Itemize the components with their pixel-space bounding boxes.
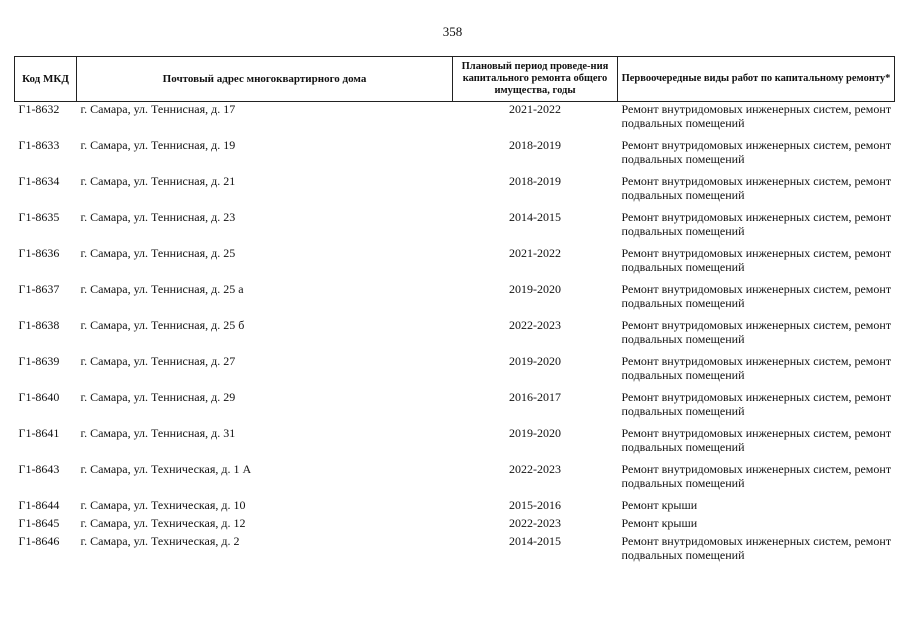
cell-works: Ремонт внутридомовых инженерных систем, ремонт подвальных помещений (621, 282, 892, 310)
table-row (15, 102, 895, 139)
header-address: Почтовый адрес многоквартирного дома (77, 57, 453, 102)
table-row (15, 282, 895, 318)
cell-code: Г1-8637 (18, 282, 60, 296)
cell-period: 2022-2023 (509, 516, 561, 530)
cell-period: 2019-2020 (509, 354, 561, 368)
table-header (15, 57, 895, 102)
cell-period: 2019-2020 (509, 426, 561, 440)
table-row (15, 498, 895, 516)
cell-code: Г1-8639 (18, 354, 60, 368)
cell-works: Ремонт внутридомовых инженерных систем, ремонт подвальных помещений (621, 318, 892, 346)
cell-code: Г1-8638 (18, 318, 60, 332)
header-code: Код МКД (15, 57, 77, 102)
cell-works: Ремонт внутридомовых инженерных систем, ремонт подвальных помещений (621, 102, 892, 130)
page-number: 358 (442, 24, 463, 39)
cell-works: Ремонт внутридомовых инженерных систем, ремонт подвальных помещений (621, 534, 892, 562)
table-row (15, 210, 895, 246)
cell-code: Г1-8640 (18, 390, 60, 404)
cell-works: Ремонт внутридомовых инженерных систем, ремонт подвальных помещений (621, 246, 892, 274)
table-row (15, 516, 895, 534)
header-row (15, 57, 895, 102)
cell-code: Г1-8632 (18, 102, 60, 116)
cell-code: Г1-8635 (18, 210, 60, 224)
cell-works: Ремонт внутридомовых инженерных систем, ремонт подвальных помещений (621, 138, 892, 166)
cell-period: 2022-2023 (509, 318, 561, 332)
cell-period: 2015-2016 (509, 498, 561, 512)
cell-works: Ремонт внутридомовых инженерных систем, ремонт подвальных помещений (621, 174, 892, 202)
table-row (15, 138, 895, 174)
header-period: Плановый период проведе-ния капитального ремонта общего имущества, годы (453, 57, 618, 102)
cell-address: г. Самара, ул. Теннисная, д. 25 б (80, 318, 245, 332)
cell-period: 2014-2015 (509, 534, 561, 548)
cell-address: г. Самара, ул. Теннисная, д. 31 (80, 426, 236, 440)
cell-code: Г1-8633 (18, 138, 60, 152)
cell-address: г. Самара, ул. Теннисная, д. 17 (80, 102, 236, 116)
table-row (15, 174, 895, 210)
cell-address: г. Самара, ул. Техническая, д. 2 (80, 534, 240, 548)
cell-period: 2021-2022 (509, 102, 561, 116)
cell-address: г. Самара, ул. Теннисная, д. 21 (80, 174, 236, 188)
table-row (15, 246, 895, 282)
cell-period: 2022-2023 (509, 462, 561, 476)
cell-period: 2018-2019 (509, 138, 561, 152)
cell-address: г. Самара, ул. Техническая, д. 10 (80, 498, 246, 512)
repair-plan-table (14, 56, 895, 566)
cell-address: г. Самара, ул. Теннисная, д. 27 (80, 354, 236, 368)
cell-address: г. Самара, ул. Теннисная, д. 23 (80, 210, 236, 224)
cell-period: 2019-2020 (509, 282, 561, 296)
repair-plan-table-container (14, 56, 894, 566)
cell-code: Г1-8636 (18, 246, 60, 260)
cell-address: г. Самара, ул. Техническая, д. 12 (80, 516, 246, 530)
table-row (15, 462, 895, 498)
header-works: Первоочередные виды работ по капитальному ремонту* (618, 57, 895, 102)
cell-code: Г1-8646 (18, 534, 60, 548)
cell-period: 2016-2017 (509, 390, 561, 404)
cell-code: Г1-8641 (18, 426, 60, 440)
cell-works: Ремонт внутридомовых инженерных систем, ремонт подвальных помещений (621, 426, 892, 454)
cell-works: Ремонт внутридомовых инженерных систем, ремонт подвальных помещений (621, 210, 892, 238)
cell-code: Г1-8644 (18, 498, 60, 512)
cell-code: Г1-8645 (18, 516, 60, 530)
cell-works: Ремонт крыши (621, 498, 698, 512)
cell-works: Ремонт крыши (621, 516, 698, 530)
table-row (15, 534, 895, 566)
cell-code: Г1-8634 (18, 174, 60, 188)
table-row (15, 318, 895, 354)
table-row (15, 390, 895, 426)
cell-address: г. Самара, ул. Теннисная, д. 25 (80, 246, 236, 260)
cell-address: г. Самара, ул. Техническая, д. 1 А (80, 462, 252, 476)
cell-period: 2018-2019 (509, 174, 561, 188)
cell-period: 2021-2022 (509, 246, 561, 260)
cell-address: г. Самара, ул. Теннисная, д. 29 (80, 390, 236, 404)
cell-works: Ремонт внутридомовых инженерных систем, ремонт подвальных помещений (621, 462, 892, 490)
cell-address: г. Самара, ул. Теннисная, д. 19 (80, 138, 236, 152)
cell-works: Ремонт внутридомовых инженерных систем, ремонт подвальных помещений (621, 390, 892, 418)
cell-works: Ремонт внутридомовых инженерных систем, ремонт подвальных помещений (621, 354, 892, 382)
table-row (15, 354, 895, 390)
cell-code: Г1-8643 (18, 462, 60, 476)
table-body (15, 102, 895, 567)
cell-period: 2014-2015 (509, 210, 561, 224)
cell-address: г. Самара, ул. Теннисная, д. 25 а (80, 282, 244, 296)
table-row (15, 426, 895, 462)
